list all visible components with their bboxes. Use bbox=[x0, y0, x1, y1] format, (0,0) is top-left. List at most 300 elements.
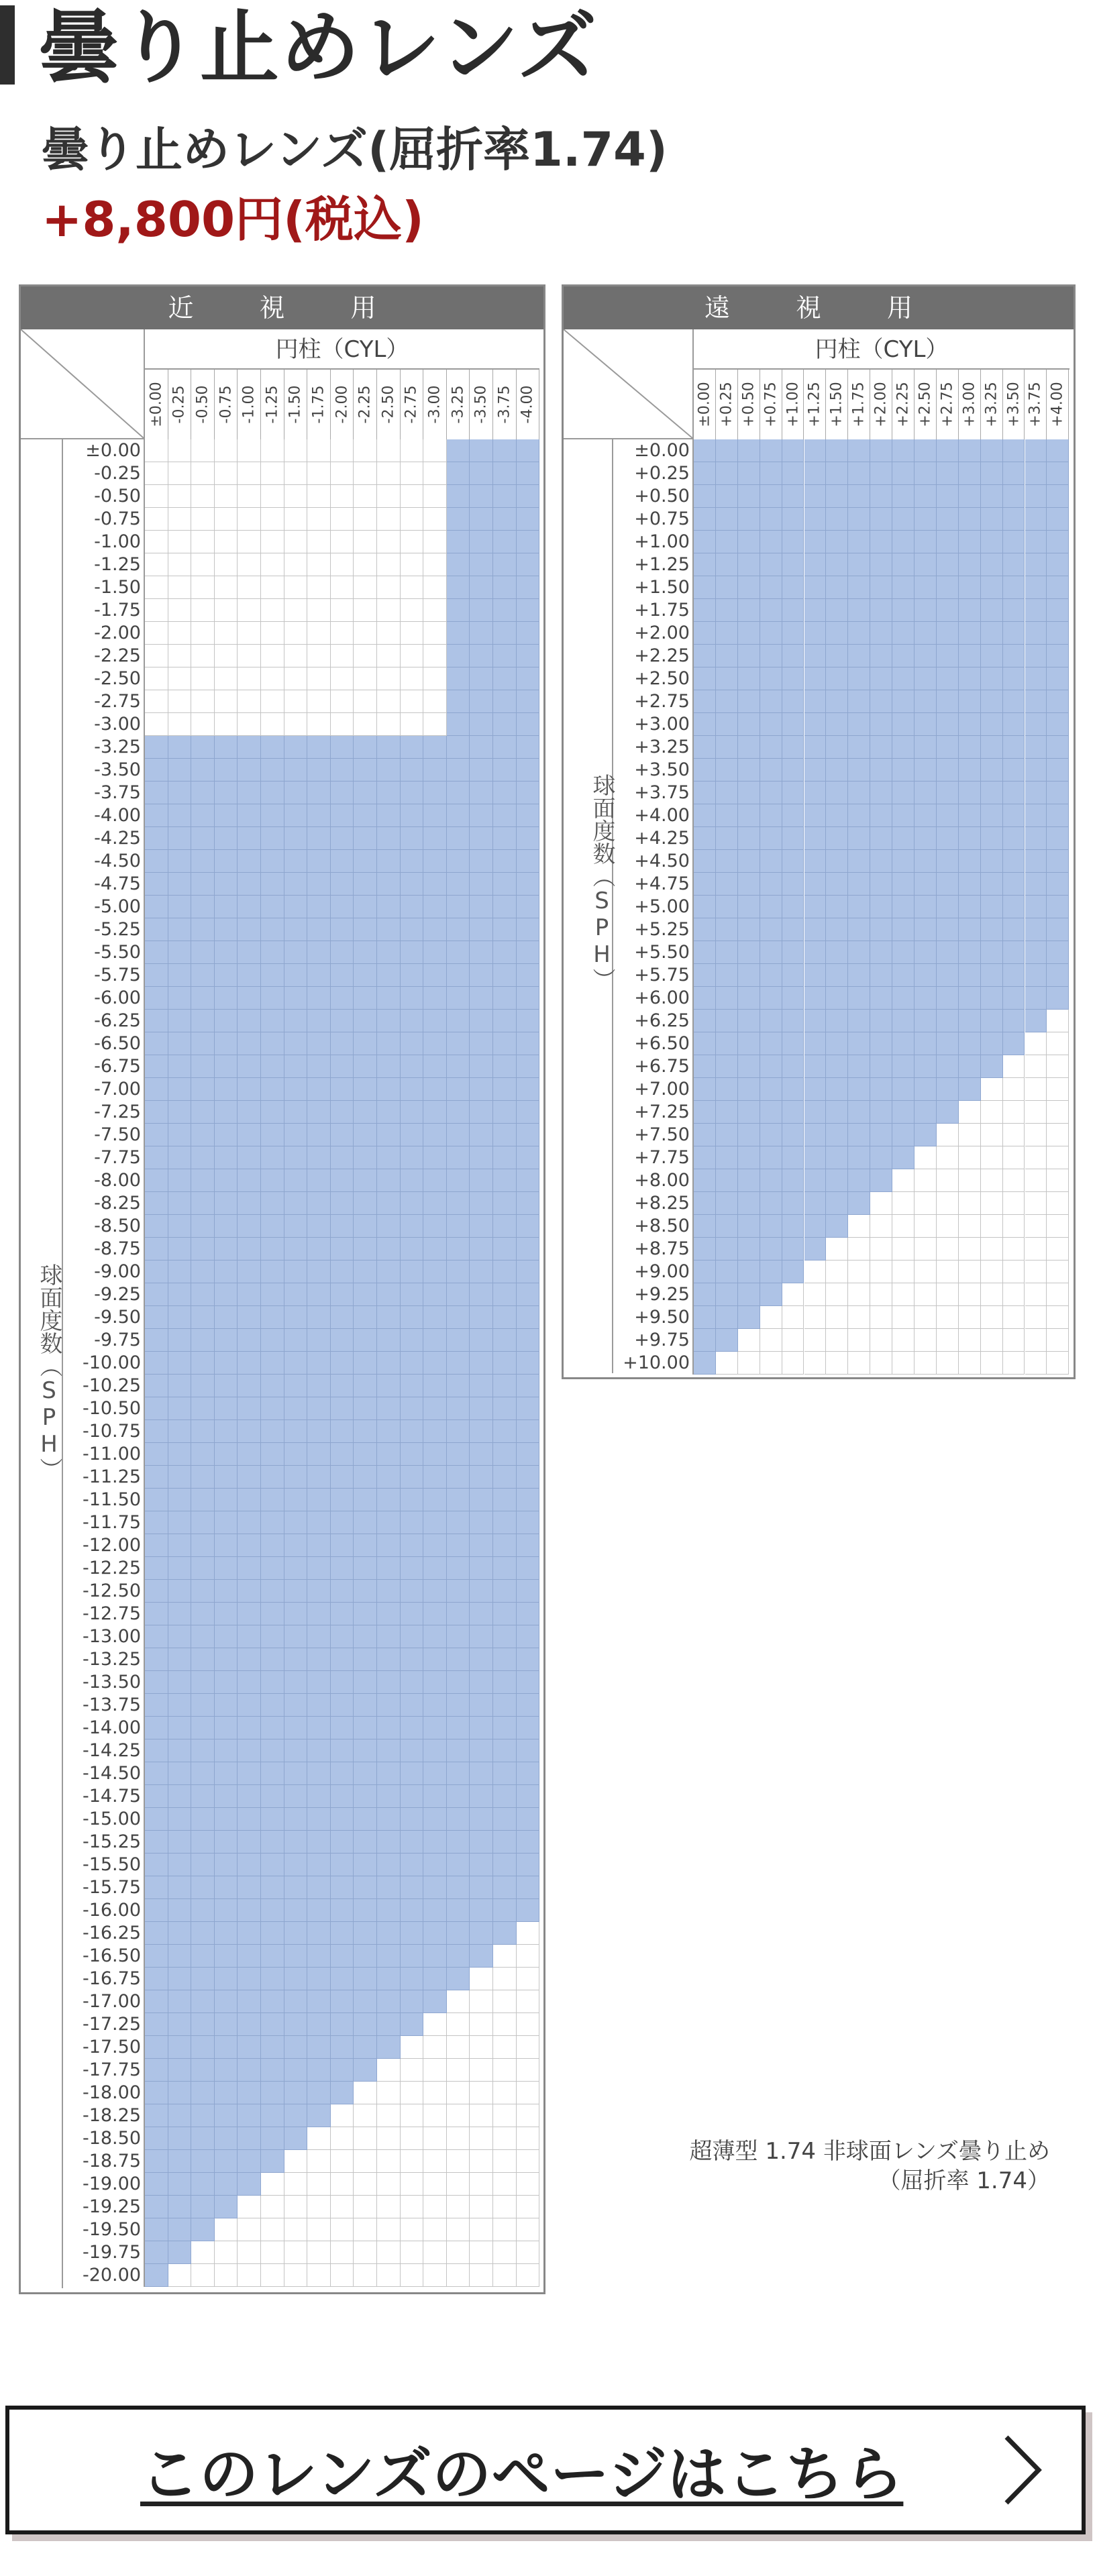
unavailable-cell bbox=[423, 667, 447, 690]
available-cell bbox=[848, 1146, 870, 1169]
unavailable-cell bbox=[1003, 1260, 1025, 1283]
available-cell bbox=[517, 1739, 540, 1762]
available-cell bbox=[760, 508, 782, 531]
unavailable-cell bbox=[261, 599, 284, 622]
available-cell bbox=[284, 1876, 308, 1899]
available-cell bbox=[377, 1511, 401, 1534]
available-cell bbox=[470, 1739, 493, 1762]
available-cell bbox=[354, 1032, 377, 1055]
available-cell bbox=[377, 1352, 401, 1375]
unavailable-cell bbox=[1003, 1146, 1025, 1169]
sph-row-label: -14.25 bbox=[63, 1739, 145, 1762]
unavailable-cell bbox=[760, 1329, 782, 1352]
available-cell bbox=[261, 827, 284, 850]
available-cell bbox=[1025, 873, 1047, 896]
sph-row-label: +9.50 bbox=[613, 1306, 694, 1329]
unavailable-cell bbox=[517, 2104, 540, 2127]
available-cell bbox=[423, 896, 447, 918]
unavailable-cell bbox=[981, 1169, 1003, 1192]
available-cell bbox=[145, 1352, 168, 1375]
available-cell bbox=[493, 850, 517, 873]
unavailable-cell bbox=[870, 1238, 892, 1260]
unavailable-cell bbox=[470, 2150, 493, 2173]
available-cell bbox=[493, 1580, 517, 1603]
cyl-column-label-text: -4.00 bbox=[519, 385, 536, 424]
available-cell bbox=[892, 645, 915, 667]
available-cell bbox=[915, 918, 937, 941]
available-cell bbox=[937, 485, 959, 508]
available-cell bbox=[377, 804, 401, 827]
unavailable-cell bbox=[307, 2127, 331, 2150]
sph-row-label: +5.50 bbox=[613, 941, 694, 964]
available-cell bbox=[493, 1854, 517, 1876]
unavailable-cell bbox=[215, 690, 238, 713]
unavailable-cell bbox=[870, 1306, 892, 1329]
sph-row-label: -6.50 bbox=[63, 1032, 145, 1055]
available-cell bbox=[517, 1466, 540, 1489]
sph-row-label: +2.00 bbox=[613, 622, 694, 645]
unavailable-cell bbox=[377, 2173, 401, 2196]
available-cell bbox=[694, 1169, 716, 1192]
unavailable-cell bbox=[377, 713, 401, 736]
unavailable-cell bbox=[401, 531, 424, 553]
unavailable-cell bbox=[145, 439, 168, 462]
available-cell bbox=[238, 2082, 261, 2104]
unavailable-cell bbox=[261, 576, 284, 599]
available-cell bbox=[401, 1671, 424, 1694]
available-cell bbox=[804, 622, 827, 645]
cyl-axis-label: 円柱（CYL） bbox=[145, 329, 539, 370]
sph-row-label: -3.75 bbox=[63, 782, 145, 804]
available-cell bbox=[959, 508, 981, 531]
available-cell bbox=[145, 1922, 168, 1945]
available-cell bbox=[981, 599, 1003, 622]
available-cell bbox=[447, 599, 470, 622]
available-cell bbox=[470, 439, 493, 462]
available-cell bbox=[215, 1854, 238, 1876]
available-cell bbox=[738, 782, 760, 804]
available-cell bbox=[215, 1808, 238, 1831]
available-cell bbox=[401, 1580, 424, 1603]
sph-row-label: +7.50 bbox=[613, 1124, 694, 1146]
available-cell bbox=[331, 2036, 354, 2059]
unavailable-cell bbox=[377, 2264, 401, 2287]
available-cell bbox=[892, 873, 915, 896]
available-cell bbox=[1047, 439, 1069, 462]
unavailable-cell bbox=[1025, 1146, 1047, 1169]
available-cell bbox=[238, 2013, 261, 2036]
unavailable-cell bbox=[191, 439, 215, 462]
unavailable-cell bbox=[354, 2196, 377, 2218]
unavailable-cell bbox=[261, 508, 284, 531]
available-cell bbox=[470, 804, 493, 827]
available-cell bbox=[892, 1032, 915, 1055]
unavailable-cell bbox=[517, 2173, 540, 2196]
available-cell bbox=[517, 439, 540, 462]
unavailable-cell bbox=[307, 2150, 331, 2173]
available-cell bbox=[738, 485, 760, 508]
unavailable-cell bbox=[447, 2264, 470, 2287]
sph-row-label: -19.00 bbox=[63, 2173, 145, 2196]
cyl-column-label-text: -3.50 bbox=[472, 385, 490, 424]
available-cell bbox=[760, 1260, 782, 1283]
available-cell bbox=[493, 1876, 517, 1899]
sph-row-label: -11.50 bbox=[63, 1489, 145, 1511]
available-cell bbox=[284, 1648, 308, 1671]
available-cell bbox=[738, 873, 760, 896]
available-cell bbox=[782, 896, 804, 918]
unavailable-cell bbox=[354, 553, 377, 576]
available-cell bbox=[981, 827, 1003, 850]
unavailable-cell bbox=[937, 1215, 959, 1238]
available-cell bbox=[915, 485, 937, 508]
available-cell bbox=[284, 2104, 308, 2127]
unavailable-cell bbox=[307, 2218, 331, 2241]
available-cell bbox=[401, 1146, 424, 1169]
unavailable-cell bbox=[215, 462, 238, 485]
available-cell bbox=[331, 827, 354, 850]
available-cell bbox=[191, 1238, 215, 1260]
available-cell bbox=[331, 1306, 354, 1329]
available-cell bbox=[848, 622, 870, 645]
available-cell bbox=[377, 850, 401, 873]
unavailable-cell bbox=[1003, 1169, 1025, 1192]
sph-row-label: +6.00 bbox=[613, 987, 694, 1010]
available-cell bbox=[517, 1306, 540, 1329]
available-cell bbox=[1047, 485, 1069, 508]
available-cell bbox=[168, 1968, 192, 1990]
unavailable-cell bbox=[423, 599, 447, 622]
available-cell bbox=[848, 759, 870, 782]
available-cell bbox=[804, 1238, 827, 1260]
available-cell bbox=[760, 1124, 782, 1146]
available-cell bbox=[738, 462, 760, 485]
available-cell bbox=[493, 1192, 517, 1215]
available-cell bbox=[1003, 918, 1025, 941]
available-cell bbox=[470, 531, 493, 553]
sph-row-label: +5.25 bbox=[613, 918, 694, 941]
available-cell bbox=[738, 508, 760, 531]
unavailable-cell bbox=[401, 462, 424, 485]
available-cell bbox=[826, 439, 848, 462]
unavailable-cell bbox=[423, 2196, 447, 2218]
sph-row-label: +4.75 bbox=[613, 873, 694, 896]
available-cell bbox=[191, 1876, 215, 1899]
available-cell bbox=[145, 1397, 168, 1420]
available-cell bbox=[716, 827, 738, 850]
lens-note-line1: 超薄型 1.74 非球面レンズ曇り止め bbox=[689, 2138, 1050, 2165]
unavailable-cell bbox=[307, 531, 331, 553]
sph-row-label: -9.25 bbox=[63, 1283, 145, 1306]
available-cell bbox=[937, 782, 959, 804]
available-cell bbox=[238, 759, 261, 782]
available-cell bbox=[493, 690, 517, 713]
available-cell bbox=[937, 1101, 959, 1124]
available-cell bbox=[215, 1557, 238, 1580]
cyl-column-label-text: -1.00 bbox=[240, 385, 258, 424]
available-cell bbox=[354, 1945, 377, 1968]
available-cell bbox=[1003, 508, 1025, 531]
available-cell bbox=[493, 1557, 517, 1580]
unavailable-cell bbox=[1003, 1124, 1025, 1146]
unavailable-cell bbox=[215, 622, 238, 645]
available-cell bbox=[307, 1489, 331, 1511]
available-cell bbox=[168, 1990, 192, 2013]
available-cell bbox=[238, 1648, 261, 1671]
page-title: 曇り止めレンズ bbox=[39, 1, 598, 94]
available-cell bbox=[517, 827, 540, 850]
available-cell bbox=[760, 804, 782, 827]
available-cell bbox=[470, 1534, 493, 1557]
available-cell bbox=[191, 1603, 215, 1625]
available-cell bbox=[284, 1489, 308, 1511]
unavailable-cell bbox=[284, 2264, 308, 2287]
unavailable-cell bbox=[261, 2241, 284, 2264]
available-cell bbox=[423, 1876, 447, 1899]
unavailable-cell bbox=[238, 462, 261, 485]
cyl-column-label-text: -1.75 bbox=[310, 385, 327, 424]
available-cell bbox=[1047, 508, 1069, 531]
unavailable-cell bbox=[423, 2036, 447, 2059]
available-cell bbox=[447, 1922, 470, 1945]
cyl-column-label-text: +1.25 bbox=[806, 382, 823, 427]
available-cell bbox=[377, 1238, 401, 1260]
available-cell bbox=[870, 1146, 892, 1169]
available-cell bbox=[1047, 918, 1069, 941]
available-cell bbox=[493, 1831, 517, 1854]
available-cell bbox=[331, 1375, 354, 1397]
available-cell bbox=[215, 1032, 238, 1055]
available-cell bbox=[423, 873, 447, 896]
sph-row-label: -10.00 bbox=[63, 1352, 145, 1375]
unavailable-cell bbox=[145, 645, 168, 667]
available-cell bbox=[215, 2036, 238, 2059]
sph-row-label: -15.00 bbox=[63, 1808, 145, 1831]
available-cell bbox=[892, 713, 915, 736]
available-cell bbox=[1003, 576, 1025, 599]
available-cell bbox=[716, 508, 738, 531]
lens-page-link-button[interactable] bbox=[5, 2406, 1086, 2534]
available-cell bbox=[915, 531, 937, 553]
available-cell bbox=[447, 439, 470, 462]
available-cell bbox=[191, 1534, 215, 1557]
available-cell bbox=[517, 690, 540, 713]
available-cell bbox=[307, 804, 331, 827]
available-cell bbox=[826, 918, 848, 941]
available-cell bbox=[261, 1876, 284, 1899]
unavailable-cell bbox=[145, 485, 168, 508]
available-cell bbox=[716, 941, 738, 964]
available-cell bbox=[738, 1078, 760, 1101]
available-cell bbox=[493, 713, 517, 736]
available-cell bbox=[915, 1010, 937, 1032]
unavailable-cell bbox=[493, 2150, 517, 2173]
unavailable-cell bbox=[1025, 1329, 1047, 1352]
available-cell bbox=[981, 576, 1003, 599]
unavailable-cell bbox=[168, 713, 192, 736]
available-cell bbox=[423, 1990, 447, 2013]
available-cell bbox=[423, 1511, 447, 1534]
available-cell bbox=[892, 827, 915, 850]
sph-row-label: -5.00 bbox=[63, 896, 145, 918]
unavailable-cell bbox=[1003, 1283, 1025, 1306]
available-cell bbox=[284, 1557, 308, 1580]
available-cell bbox=[694, 850, 716, 873]
unavailable-cell bbox=[447, 2059, 470, 2082]
available-cell bbox=[145, 736, 168, 759]
cyl-column-label-text: +2.00 bbox=[872, 382, 890, 427]
available-cell bbox=[937, 622, 959, 645]
available-cell bbox=[261, 1192, 284, 1215]
sph-row-label: -6.25 bbox=[63, 1010, 145, 1032]
unavailable-cell bbox=[354, 622, 377, 645]
available-cell bbox=[423, 1169, 447, 1192]
available-cell bbox=[354, 736, 377, 759]
unavailable-cell bbox=[915, 1169, 937, 1192]
available-cell bbox=[959, 1078, 981, 1101]
available-cell bbox=[517, 713, 540, 736]
available-cell bbox=[694, 1192, 716, 1215]
available-cell bbox=[261, 873, 284, 896]
available-cell bbox=[191, 918, 215, 941]
available-cell bbox=[215, 1078, 238, 1101]
unavailable-cell bbox=[354, 690, 377, 713]
available-cell bbox=[892, 987, 915, 1010]
available-cell bbox=[447, 1899, 470, 1922]
unavailable-cell bbox=[354, 2104, 377, 2127]
available-cell bbox=[168, 1306, 192, 1329]
available-cell bbox=[760, 531, 782, 553]
available-cell bbox=[168, 2196, 192, 2218]
available-cell bbox=[238, 736, 261, 759]
available-cell bbox=[238, 1010, 261, 1032]
unavailable-cell bbox=[447, 2036, 470, 2059]
unavailable-cell bbox=[892, 1329, 915, 1352]
available-cell bbox=[261, 1397, 284, 1420]
available-cell bbox=[238, 1671, 261, 1694]
cyl-column-label-text: -3.75 bbox=[496, 385, 513, 424]
available-cell bbox=[1003, 736, 1025, 759]
available-cell bbox=[517, 1329, 540, 1352]
available-cell bbox=[284, 1922, 308, 1945]
available-cell bbox=[1025, 690, 1047, 713]
available-cell bbox=[145, 964, 168, 987]
available-cell bbox=[354, 1717, 377, 1739]
available-cell bbox=[215, 827, 238, 850]
available-cell bbox=[804, 462, 827, 485]
unavailable-cell bbox=[261, 667, 284, 690]
available-cell bbox=[307, 1762, 331, 1785]
sph-row-label: -2.75 bbox=[63, 690, 145, 713]
available-cell bbox=[261, 2104, 284, 2127]
available-cell bbox=[447, 1717, 470, 1739]
available-cell bbox=[870, 1124, 892, 1146]
unavailable-cell bbox=[804, 1260, 827, 1283]
available-cell bbox=[804, 987, 827, 1010]
available-cell bbox=[981, 553, 1003, 576]
available-cell bbox=[447, 1375, 470, 1397]
available-cell bbox=[517, 576, 540, 599]
available-cell bbox=[760, 782, 782, 804]
available-cell bbox=[307, 1625, 331, 1648]
available-cell bbox=[307, 1169, 331, 1192]
available-cell bbox=[401, 1990, 424, 2013]
available-cell bbox=[168, 2150, 192, 2173]
available-cell bbox=[168, 1397, 192, 1420]
unavailable-cell bbox=[238, 667, 261, 690]
available-cell bbox=[145, 1238, 168, 1260]
unavailable-cell bbox=[981, 1352, 1003, 1375]
available-cell bbox=[145, 2059, 168, 2082]
available-cell bbox=[493, 1443, 517, 1466]
available-cell bbox=[447, 1808, 470, 1831]
available-cell bbox=[145, 2196, 168, 2218]
unavailable-cell bbox=[470, 2173, 493, 2196]
available-cell bbox=[470, 1694, 493, 1717]
available-cell bbox=[261, 1762, 284, 1785]
available-cell bbox=[694, 804, 716, 827]
unavailable-cell bbox=[1047, 1169, 1069, 1192]
available-cell bbox=[331, 1032, 354, 1055]
available-cell bbox=[145, 2264, 168, 2287]
sph-row-label: -18.00 bbox=[63, 2082, 145, 2104]
available-cell bbox=[354, 850, 377, 873]
available-cell bbox=[145, 1671, 168, 1694]
cyl-column-label-text: +2.25 bbox=[894, 382, 912, 427]
available-cell bbox=[1025, 508, 1047, 531]
unavailable-cell bbox=[937, 1283, 959, 1306]
available-cell bbox=[1003, 485, 1025, 508]
available-cell bbox=[238, 1808, 261, 1831]
cyl-column-label bbox=[517, 370, 540, 439]
available-cell bbox=[470, 736, 493, 759]
available-cell bbox=[331, 804, 354, 827]
available-cell bbox=[848, 713, 870, 736]
available-cell bbox=[517, 804, 540, 827]
available-cell bbox=[331, 1580, 354, 1603]
unavailable-cell bbox=[238, 508, 261, 531]
available-cell bbox=[470, 1603, 493, 1625]
available-cell bbox=[331, 1511, 354, 1534]
available-cell bbox=[470, 713, 493, 736]
available-cell bbox=[517, 485, 540, 508]
unavailable-cell bbox=[401, 2059, 424, 2082]
available-cell bbox=[145, 2241, 168, 2264]
available-cell bbox=[284, 804, 308, 827]
unavailable-cell bbox=[307, 576, 331, 599]
available-cell bbox=[1025, 485, 1047, 508]
available-cell bbox=[168, 873, 192, 896]
sph-row-label: -20.00 bbox=[63, 2264, 145, 2287]
available-cell bbox=[354, 1876, 377, 1899]
available-cell bbox=[284, 987, 308, 1010]
available-cell bbox=[981, 1032, 1003, 1055]
available-cell bbox=[826, 553, 848, 576]
available-cell bbox=[307, 736, 331, 759]
available-cell bbox=[738, 896, 760, 918]
available-cell bbox=[738, 1306, 760, 1329]
unavailable-cell bbox=[959, 1352, 981, 1375]
available-cell bbox=[870, 1032, 892, 1055]
available-cell bbox=[470, 462, 493, 485]
available-cell bbox=[168, 1899, 192, 1922]
available-cell bbox=[694, 873, 716, 896]
available-cell bbox=[760, 1010, 782, 1032]
sph-row-label: -2.50 bbox=[63, 667, 145, 690]
available-cell bbox=[1047, 576, 1069, 599]
available-cell bbox=[493, 987, 517, 1010]
available-cell bbox=[1047, 599, 1069, 622]
